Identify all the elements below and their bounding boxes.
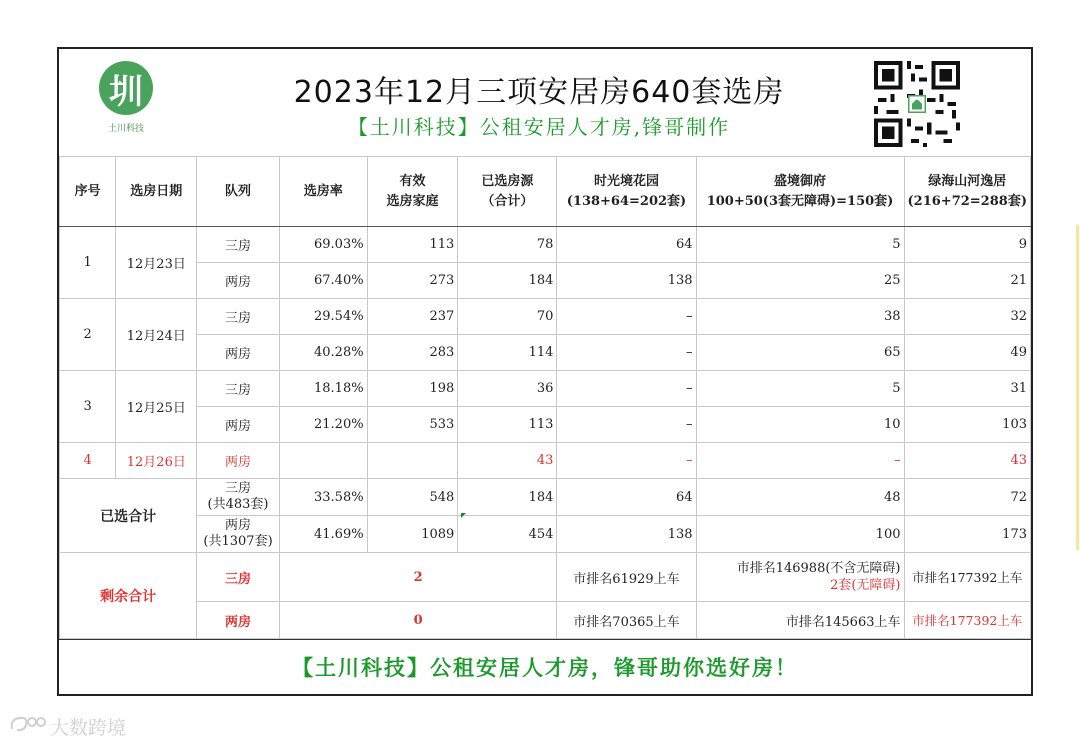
table-row	[60, 263, 1031, 299]
queue-cell: 三房	[197, 299, 280, 335]
col-header-queue: 队列	[197, 157, 280, 227]
remaining-total-row	[60, 602, 1031, 639]
page-title: 2023年12月三项安居房640套选房	[293, 75, 785, 110]
project-1-cell: 市排名70365上车	[557, 602, 696, 639]
selected-total-label: 已选合计	[60, 479, 197, 553]
project-2-cell: 5	[696, 227, 904, 263]
seq-cell: 4	[60, 443, 116, 479]
watermark-logo-icon	[8, 713, 48, 735]
project-2-cell: 65	[696, 335, 904, 371]
chosen-cell: 114	[458, 335, 557, 371]
queue-cell: 三房 (共483套)	[197, 479, 280, 516]
watermark-text: 大数跨境	[50, 717, 127, 739]
project-3-cell: 市排名177392上车	[904, 602, 1031, 639]
table-row	[60, 299, 1031, 335]
project-2-cell: 10	[696, 407, 904, 443]
rate-cell: 33.58%	[279, 479, 367, 516]
queue-cell: 两房	[197, 335, 280, 371]
chosen-cell: 454	[458, 516, 557, 553]
rate-cell: 69.03%	[279, 227, 367, 263]
date-cell: 12月26日	[116, 443, 197, 479]
queue-cell: 两房	[197, 263, 280, 299]
project-3-cell: 72	[904, 479, 1031, 516]
project-3-cell: 49	[904, 335, 1031, 371]
project-2-cell: 5	[696, 371, 904, 407]
chosen-cell: 184	[458, 263, 557, 299]
rate-cell: 18.18%	[279, 371, 367, 407]
project-2-cell: 市排名146988(不含无障碍) 2套(无障碍)	[696, 553, 904, 602]
project-1-cell: –	[557, 371, 696, 407]
families-cell	[367, 443, 458, 479]
col-header-project-3: 绿海山河逸居 (216+72=288套)	[904, 157, 1031, 227]
project-2-cell: 48	[696, 479, 904, 516]
table-header-row	[60, 157, 1031, 227]
project-3-cell: 32	[904, 299, 1031, 335]
table-row-highlighted	[60, 443, 1031, 479]
project-2-cell: –	[696, 443, 904, 479]
remaining-count-cell: 2	[279, 553, 557, 602]
families-cell: 237	[367, 299, 458, 335]
queue-cell: 两房	[197, 407, 280, 443]
chosen-cell: 70	[458, 299, 557, 335]
project-3-cell: 103	[904, 407, 1031, 443]
col-header-date: 选房日期	[116, 157, 197, 227]
remaining-count-cell: 0	[279, 602, 557, 639]
date-cell: 12月23日	[116, 227, 197, 299]
rate-cell: 40.28%	[279, 335, 367, 371]
side-scroll-indicator	[1076, 225, 1079, 550]
families-cell: 283	[367, 335, 458, 371]
date-cell: 12月25日	[116, 371, 197, 443]
chosen-cell: 113	[458, 407, 557, 443]
project-2-cell: 25	[696, 263, 904, 299]
rate-cell: 29.54%	[279, 299, 367, 335]
sheet-header	[59, 49, 1031, 157]
rate-cell	[279, 443, 367, 479]
project-1-cell: 138	[557, 516, 696, 553]
project-3-cell: 21	[904, 263, 1031, 299]
cell-comment-marker	[461, 513, 466, 518]
table-row	[60, 371, 1031, 407]
chosen-cell: 36	[458, 371, 557, 407]
project-3-cell: 9	[904, 227, 1031, 263]
table-row	[60, 335, 1031, 371]
project-1-cell: –	[557, 443, 696, 479]
table-row	[60, 407, 1031, 443]
selected-total-row	[60, 516, 1031, 553]
project-2-cell: 市排名145663上车	[696, 602, 904, 639]
project-1-cell: –	[557, 299, 696, 335]
queue-cell: 三房	[197, 553, 280, 602]
families-cell: 548	[367, 479, 458, 516]
project-2-cell: 100	[696, 516, 904, 553]
families-cell: 198	[367, 371, 458, 407]
col-header-families: 有效 选房家庭	[367, 157, 458, 227]
qr-code-icon[interactable]	[874, 61, 960, 147]
queue-cell: 两房	[197, 443, 280, 479]
table-row	[60, 227, 1031, 263]
queue-cell: 两房	[197, 602, 280, 639]
col-header-chosen: 已选房源 （合计）	[458, 157, 557, 227]
project-1-cell: 138	[557, 263, 696, 299]
rate-cell: 21.20%	[279, 407, 367, 443]
logo-caption: 土川科技	[107, 124, 144, 134]
project-1-cell: 64	[557, 479, 696, 516]
queue-cell: 三房	[197, 371, 280, 407]
col-header-project-1: 时光境花园 (138+64=202套)	[557, 157, 696, 227]
project-1-cell: 市排名61929上车	[557, 553, 696, 602]
brand-logo: 圳	[99, 61, 153, 115]
col-header-project-2: 盛境御府 100+50(3套无障碍)=150套)	[696, 157, 904, 227]
project-1-cell: 64	[557, 227, 696, 263]
chosen-cell: 184	[458, 479, 557, 516]
chosen-cell: 78	[458, 227, 557, 263]
families-cell: 273	[367, 263, 458, 299]
date-cell: 12月24日	[116, 299, 197, 371]
project-1-cell: –	[557, 407, 696, 443]
project-1-cell: –	[557, 335, 696, 371]
queue-cell: 两房 (共1307套)	[197, 516, 280, 553]
project-3-cell: 43	[904, 443, 1031, 479]
project-2-cell: 38	[696, 299, 904, 335]
remaining-total-label: 剩余合计	[60, 553, 197, 639]
families-cell: 533	[367, 407, 458, 443]
housing-selection-sheet	[57, 47, 1033, 696]
project-3-cell: 市排名177392上车	[904, 553, 1031, 602]
families-cell: 1089	[367, 516, 458, 553]
col-header-seq: 序号	[60, 157, 116, 227]
col-header-rate: 选房率	[279, 157, 367, 227]
project-3-cell: 173	[904, 516, 1031, 553]
page-subtitle: 【土川科技】公租安居人才房,锋哥制作	[347, 115, 731, 139]
rate-cell: 67.40%	[279, 263, 367, 299]
chosen-cell: 43	[458, 443, 557, 479]
seq-cell: 1	[60, 227, 116, 299]
footer-slogan: 【土川科技】公租安居人才房，锋哥助你选好房！	[59, 639, 1031, 695]
seq-cell: 2	[60, 299, 116, 371]
project-3-cell: 31	[904, 371, 1031, 407]
seq-cell: 3	[60, 371, 116, 443]
queue-cell: 三房	[197, 227, 280, 263]
rate-cell: 41.69%	[279, 516, 367, 553]
selected-total-row	[60, 479, 1031, 516]
selection-table	[59, 156, 1031, 639]
remaining-total-row	[60, 553, 1031, 602]
families-cell: 113	[367, 227, 458, 263]
